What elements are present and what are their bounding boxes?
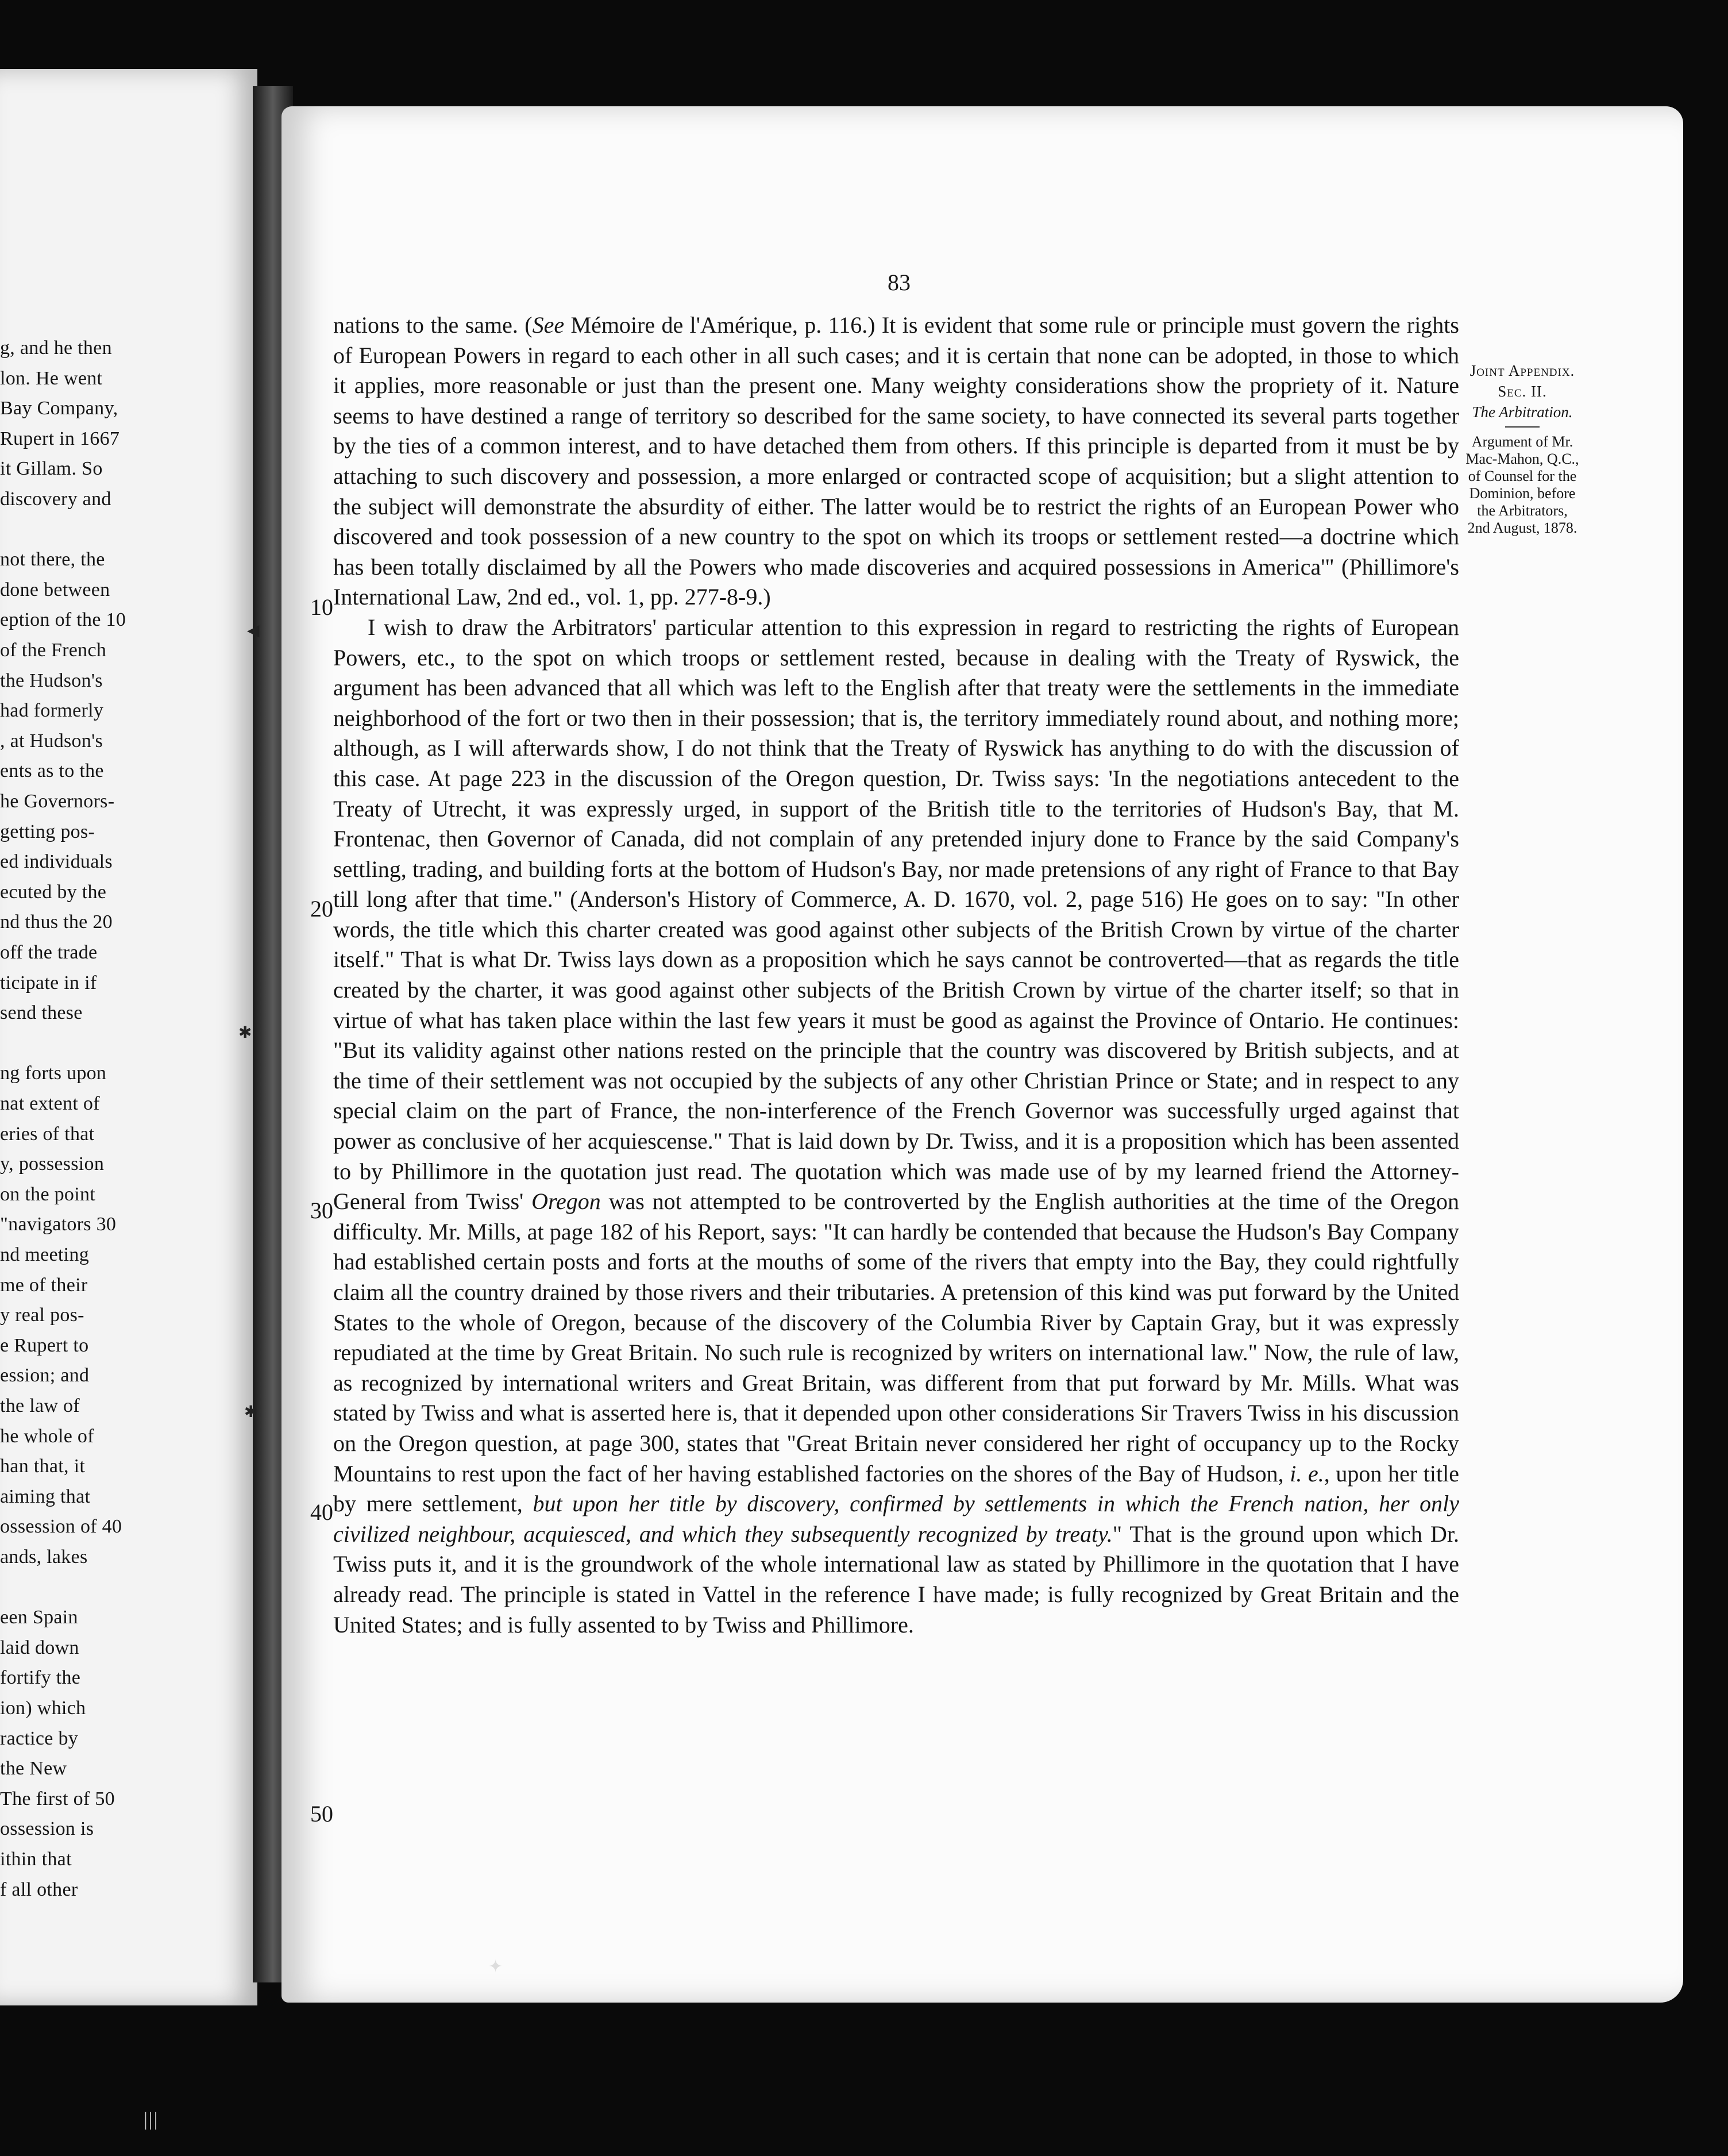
margin-note [1465,362,1580,537]
previous-page-line: ticipate in if [0,972,97,994]
previous-page-line: ents as to the [0,760,104,782]
binding-mark-icon: ✱ [238,1024,252,1042]
previous-page-line: ands, lakes [0,1546,88,1568]
text-run: , upon her title by mere settlement, [333,1460,1460,1517]
previous-page-line: he whole of [0,1425,94,1447]
margin-note-section: Sec. II. [1498,383,1547,400]
previous-page-line: ithin that [0,1849,72,1870]
previous-page-line: lon. He went [0,367,103,389]
previous-page-line: y, possession [0,1153,105,1175]
paragraph [333,310,1459,613]
previous-page-line: on the point [0,1183,96,1205]
previous-page-line: not there, the [0,549,105,571]
previous-page-line: ossession of 40 [0,1516,122,1538]
margin-note-subject: The Arbitration. [1472,403,1573,421]
previous-page-line: discovery and [0,488,111,510]
previous-page-line: eption of the 10 [0,609,126,631]
line-number-10: 10 [310,594,333,620]
previous-page-line: done between [0,579,110,600]
previous-page-line: the law of [0,1395,80,1416]
previous-page-line: he Governors- [0,791,115,812]
previous-page-line: f all other [0,1878,78,1900]
previous-page-line: fortify the [0,1667,81,1689]
previous-page-line: send these [0,1002,83,1024]
margin-note-description: Argument of Mr. Mac-Mahon, Q.C., of Counsel for the Dominion, before the Arbitrators, 2nd August, 1878. [1465,433,1579,536]
italic-text: See [532,312,565,338]
page-number: 83 [888,270,911,295]
text-run: I wish to draw the Arbitrators' particular attention to this expression in regard to restricting the rights of European Powers, etc., to the spot on which troops or settlement rested, because in dealing with the Treaty of Ryswick, the argument has been advanced that all which was left to the English after that treaty were the settlements in the immediate neighborhood of the fort or two then in their possession; that is, the territory immediately round about, and nothing more; although, as I will afterwards show, I do not think that the Treaty of Ryswick has anything to do with the discussion of this case. At page 223 in the discussion of the Oregon question, Dr. Twiss says: 'In the negotiations antecedent to the Treaty of Utrecht, it was expressly urged, in support of the British title to the territories of Hudson's Bay, that M. Frontenac, then Governor of Canada, did not complain of any pretended injury done to France by the said Company's settling, trading, and building forts at the bottom of Hudson's Bay, nor made pretensions of any right of France to that Bay till long after that time." (Anderson's History of Commerce, A. D. 1670, vol. 2, page 516) He goes on to say: "In other words, the title which this charter created was good against other subjects of the British Crown by virtue of the charter itself." That is what Dr. Twiss lays down as a proposition which he says cannot be controverted—that as regards the title created by the charter, it was good against other subjects of the British Crown by virtue of the charter itself; so that in virtue of what has taken place within the last few years it must be good as against the Province of Ontario. He continues: "But its validity against other nations rested on the principle that the country was discovered by British subjects, and at the time of their settlement was not occupied by the subjects of any other Christian Prince or State; and in respect to any special claim on the part of France, the non-interference of the French Governor was successfully urged against that power as conclusive of her acquiescense." That is laid down by Dr. Twiss, and it is a proposition which has been assented to by Phillimore in the quotation just read. The quotation which was made use of by my learned friend the Attorney-General from Twiss' [333,614,1459,1215]
previous-page-line: me of their [0,1274,88,1296]
text-run: nations to the same. ( [333,312,533,338]
previous-page-line: Rupert in 1667 [0,428,120,449]
italic-text: Oregon [531,1188,601,1215]
previous-page-line: e Rupert to [0,1334,89,1356]
line-number-40: 40 [310,1499,333,1525]
previous-page-line: , at Hudson's [0,730,103,752]
previous-page-line: een Spain [0,1607,78,1628]
previous-page-line: nd thus the 20 [0,911,113,933]
previous-page-line: "navigators 30 [0,1214,117,1235]
margin-note-rule [1505,426,1540,428]
text-run: Mémoire de l'Amérique, p. 116.) It is evident that some rule or principle must govern the rights of European Powers in regard to each other in all such cases; and it is certain that none can be adopted, in those to which it applies, more reasonable or just than the present one. Many weighty considerations show the propriety of it. Nature seems to have destined a range of territory so described for the same society, to have connected its several parts together by the ties of a common interest, and to have detached them from others. If this principle is departed from it must be by attaching to such discovery and possession, a more enlarged or contracted scope of acquisition; but a slight attention to the subject will demonstrate the absurdity of either. The latter would be to restrict the rights of an European Power who discovered and took possession of a new country to the spot on which its troops or settlement rested—a doctrine which has been totally disclaimed by all the Powers who made discoveries and acquired possessions in America'" (Phillimore's International Law, 2nd ed., vol. 1, pp. 277-8-9.) [333,312,1459,610]
italic-text: i. e. [1290,1460,1324,1487]
previous-page-line: eries of that [0,1123,95,1145]
binding-arrow-icon: ◀ [247,622,260,640]
previous-page-line: had formerly [0,700,104,722]
previous-page-line: Bay Company, [0,398,118,419]
previous-page-line: ractice by [0,1727,79,1749]
body-text [333,310,1459,1640]
scan-mark-icon: ✦ [488,1957,503,1976]
previous-page-line: ossession is [0,1818,94,1840]
previous-page-line: ession; and [0,1365,90,1387]
previous-page-line: ion) which [0,1697,86,1719]
italic-text: but upon her title by discovery, confirmed by settlements in which the French nation, her only civilized neighbour, acquiesced, and which they subsequently recognized by treaty. [333,1491,1459,1547]
previous-page-line: laid down [0,1637,79,1658]
text-run: was not attempted to be controverted by the English authorities at the time of the Oregon difficulty. Mr. Mills, at page 182 of his Report, says: "It can hardly be contended that because the Hudson's Bay Company had established certain posts and forts at the mouths of some of the rivers that empty into the Bay, they could rightfully claim all the country drained by those rivers and their tributaries. A pretension of this kind was put forward by the United States to the whole of Oregon, because of the discovery of the Columbia River by Captain Gray, but it was expressly repudiated at the time by Great Britain. No such rule is recognized by writers on international law." Now, the rule of law, as recognized by international writers and Great Britain, was different from that put forward by Mr. Mills. What was stated by Twiss and what is asserted here is, that it depended upon other considerations Sir Travers Twiss in his discussion on the Oregon question, at page 300, states that "Great Britain never considered her right of occupancy up to the Rocky Mountains to rest upon the fact of her having established factories on the shores of the Bay of Hudson, [333,1188,1459,1487]
previous-page-line: the New [0,1758,67,1780]
previous-page-line: ng forts upon [0,1062,107,1084]
previous-page-line: the Hudson's [0,669,103,691]
binding-mark-icon: ✱ [244,1403,258,1421]
line-number-20: 20 [310,896,333,922]
previous-page-line: it Gillam. So [0,458,103,480]
line-number-50: 50 [310,1801,333,1827]
previous-page-fragment [0,69,257,2005]
previous-page-line: off the trade [0,942,98,963]
previous-page-line: g, and he then [0,337,112,359]
paragraph [333,613,1459,1640]
text-run: " That is the ground upon which Dr. Twiss puts it, and it is the groundwork of the whole international law as stated by Phillimore in the quotation that I have already read. The principle is stated in Vattel in the reference I have made; is fully recognized by Great Britain and the United States; and is fully assented to by Twiss and Phillimore. [333,1520,1459,1638]
previous-page-line: getting pos- [0,821,95,842]
line-number-30: 30 [310,1198,333,1223]
margin-note-heading: Joint Appendix. [1469,362,1575,379]
previous-page-line: ed individuals [0,851,113,873]
scan-edge-icon: ||| [144,2109,159,2130]
previous-page-line: aiming that [0,1485,91,1507]
previous-page-line: nat extent of [0,1093,100,1114]
previous-page-line: of the French [0,640,107,661]
previous-page-line: nd meeting [0,1244,90,1265]
previous-page-line: y real pos- [0,1304,84,1326]
previous-page-line: han that, it [0,1456,86,1477]
previous-page-line: The first of 50 [0,1788,115,1810]
previous-page-line: ecuted by the [0,881,107,903]
